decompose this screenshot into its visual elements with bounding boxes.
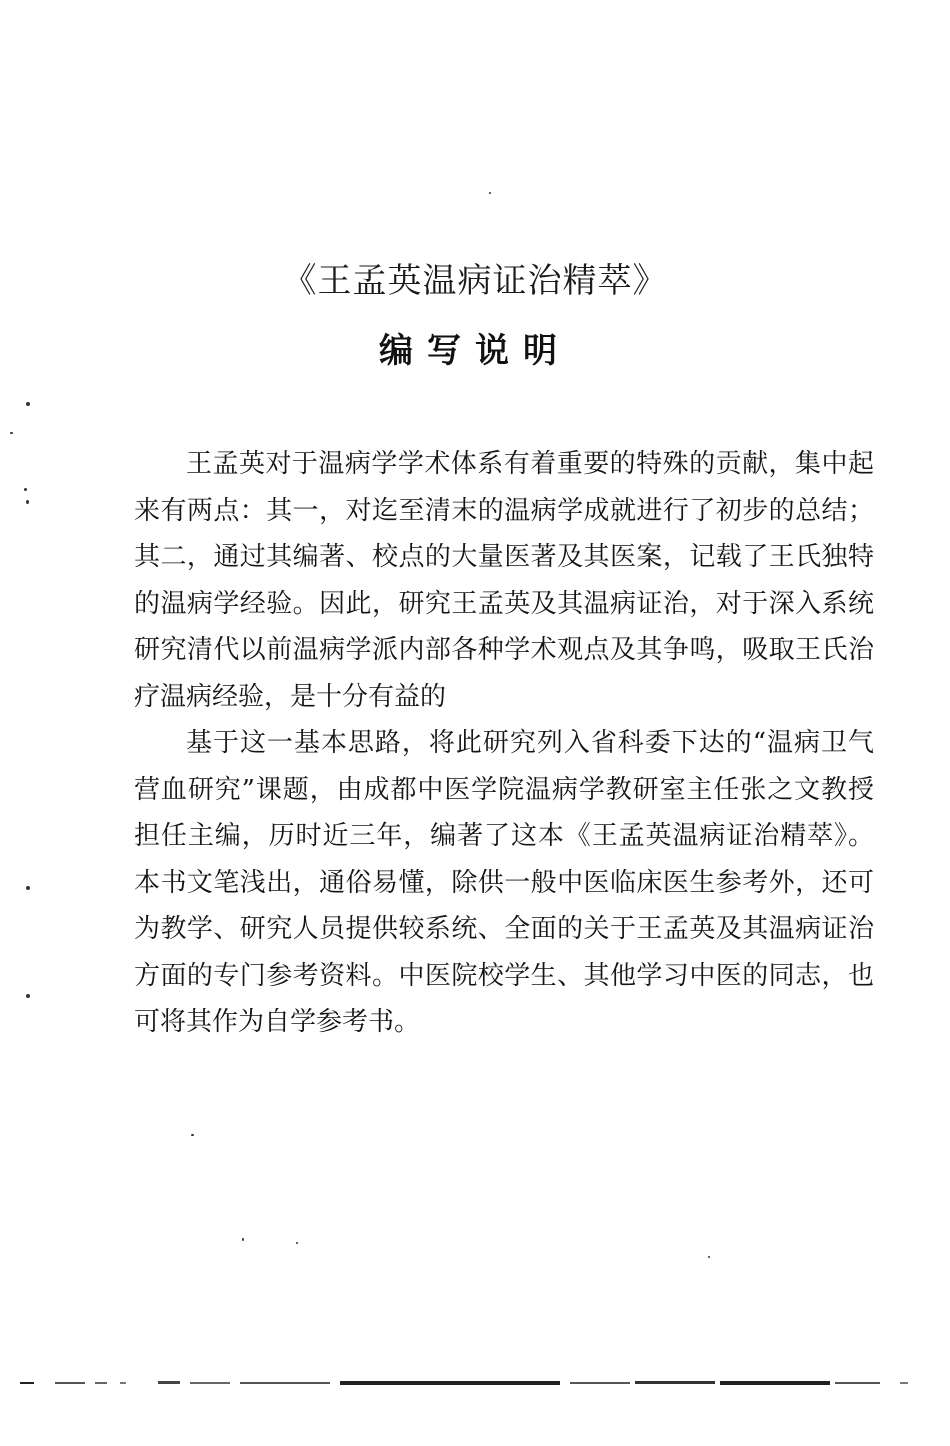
scan-speck	[10, 432, 13, 434]
section-heading: 编写说明	[379, 331, 571, 371]
scan-speck	[26, 402, 30, 406]
scan-speck	[489, 192, 491, 194]
scan-speck	[296, 1242, 298, 1244]
scan-speck	[24, 488, 27, 491]
scan-speck	[191, 1134, 194, 1136]
scan-speck	[26, 500, 29, 504]
scan-artifact-line	[20, 1380, 925, 1386]
scan-speck	[26, 994, 30, 998]
scan-speck	[242, 1238, 244, 1241]
book-title: 《王孟英温病证治精萃》	[282, 261, 668, 301]
scan-speck	[708, 1256, 710, 1258]
paragraph-1: 王孟英对于温病学学术体系有着重要的特殊的贡献，集中起来有两点：其一，对迄至清末的温病学成就进行了初步的总结；其二，通过其编著、校点的大量医著及其医案，记载了王氏独特的温病学经验。因此，研究王孟英及其温病证治，对于深入系统研究清代以前温病学派内部各种学术观点及其争鸣，吸取王氏治疗温病经验，是十分有益的	[134, 449, 874, 712]
body-text	[134, 441, 874, 1046]
paragraph-2: 基于这一基本思路，将此研究列入省科委下达的“温病卫气营血研究”课题，由成都中医学院温病学教研室主任张之文教授担任主编，历时近三年，编著了这本《王孟英温病证治精萃》。本书文笔浅出，通俗易懂，除供一般中医临床医生参考外，还可为教学、研究人员提供较系统、全面的关于王孟英及其温病证治方面的专门参考资料。中医院校学生、其他学习中医的同志，也可将其作为自学参考书。	[134, 728, 874, 1037]
scan-speck	[26, 886, 30, 890]
